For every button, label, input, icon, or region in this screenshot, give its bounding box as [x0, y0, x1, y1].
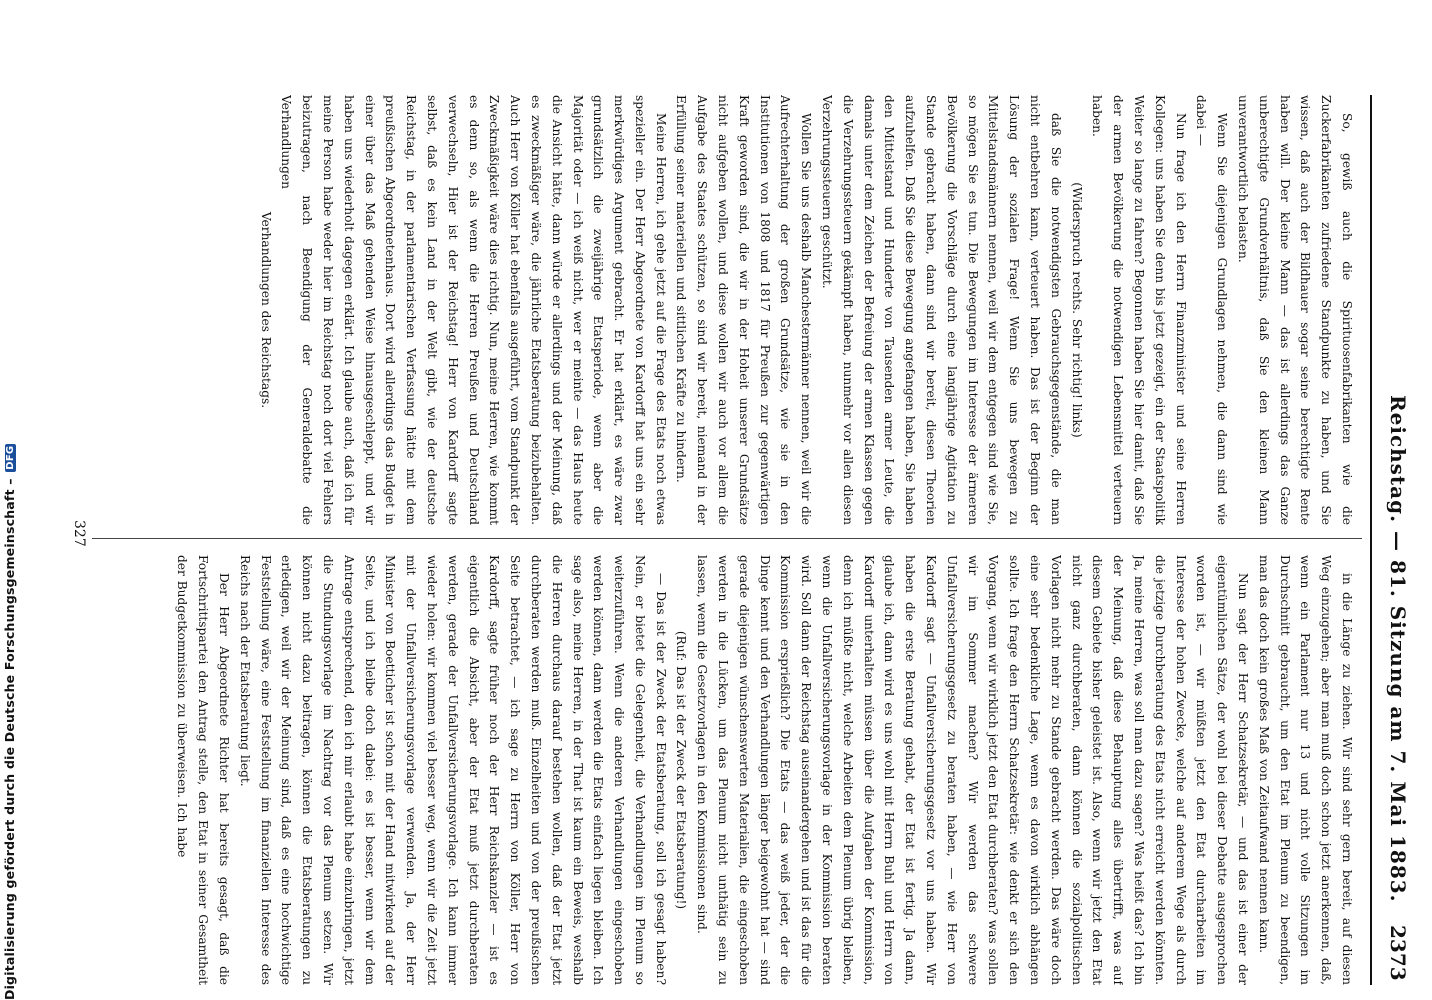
credit-text: Digitalisierung gefördert durch die Deutsche Forschungsgemeinschaft – — [2, 478, 17, 1000]
interjection: (Widerspruch rechts. Sehr richtig! links) — [1069, 182, 1084, 438]
paragraph: Wenn Sie diejenigen Grundlagen nehmen, die dann sind wie dabei — — [1194, 95, 1230, 525]
page-number: 2373 — [1386, 925, 1410, 981]
right-column — [97, 555, 1357, 985]
digitization-credit — [2, 0, 17, 1000]
page-title: Reichstag. — 81. Sitzung am 7. Mai 1883. — [1386, 395, 1410, 903]
paragraph: daß Sie die notwendigsten Gebrauchsgegenstände, die man nicht entbehren kann, verteuert haben. Das ist der Beginn der Lösung der sozialen Frage! Wenn Sie uns bewegen zu Mittelstandsmännern nennen, weil wir dem entgegen sind wie Sie, so mögen Sie es tun. Die Bewegungen im Interesse der ärmeren Bevölkerung die Vorschläge durch eine langjährige Agitation zu Stande gebracht haben, dann sind wir bereit, diesen Theorien aufzuhelfen. Daß Sie diese Bewegung angefangen haben, Sie haben den Mittelstand und Hunderte von Tausenden armer Leute, die damals unter dem Zeichen der Befreiung der armen Klassen gegen die Verzehrungssteuern gekämpft haben, nunmehr vor allen diesen Verzehrungssteuern geschützt. — [820, 95, 1063, 525]
paragraph: Wollen Sie uns deshalb Manchestermänner nennen, weil wir die Aufrechterhaltung der großen Grundsätze, wie sie in den Institutionen von 1808 und 1817 für Preußen zur gegenwärtigen Kraft geworden sind, die wir in der Hoheit unserer Grundsätze nicht aufgeben wollen, und diese wollen wir auch vor allem die Aufgabe des Staates schützen, so sind wir bereit, niemand in der Erfüllung seiner materiellen und sittlichen Kräfte zu hindern. — [674, 95, 814, 525]
paragraph: Der Herr Abgeordnete Richter hat bereits gesagt, daß die Fortschrittspartei den Antrag stelle, den Etat in seiner Gesamtheit der Budgetkommission zu überweisen. Ich habe — [175, 555, 231, 985]
column-footer-note: Verhandlungen des Reichstags. — [258, 211, 273, 409]
dfg-logo-icon: DFG — [5, 445, 16, 470]
sheet-number: 327 — [71, 520, 87, 547]
paragraph: So, gewiß auch die Spirituosenfabrikanten wie die Zuckerfabrikanten zufriedene Standpunkte zu haben, und Sie wissen, daß auch der Bildhauer sogar seine berechtigte Rente haben will. Der kleine Mann — das ist allerdings das Ganze unberechtigte Grundverhältnis, daß Sie den kleinen Mann unverantwortlich belasten. — [1236, 95, 1354, 525]
left-column — [97, 95, 1357, 525]
digitization-credit-strip — [0, 0, 22, 1000]
paragraph: Nun frage ich den Herrn Finanzminister und seine Herren Kollegen: uns haben Sie denn bis jetzt gezeigt, ein der Staatspolitik Weiter so lange zu fahren? Begonnen haben Sie hier damit, daß Sie der armen Bevölkerung die notwendigen Lebensmittel verteuern haben. — [1090, 95, 1188, 525]
paragraph: Meine Herren, ich gehe jetzt auf die Frage des Etats noch etwas spezieller ein. Der Herr Abgeordnete von Kardorff hat uns ein sehr merkwürdiges Argument gebracht. Er hat erklärt, es wäre zwar grundsätzlich die zweijährige Etatsperiode, wenn aber die Majorität oder — ich weiß nicht, wer er meinte — das Haus heute die Ansicht hätte, dann würde er allerdings und der Meinung, daß es zweckmäßiger wäre, die jährliche Etatsberatung beizubehalten. Auch Herr von Köller hat ebenfalls ausgeführt, vom Standpunkt der Zweckmäßigkeit wäre dies richtig. Nun, meine Herren, wie kommt es denn so, als wenn die Herren Preußen und Deutschland verwechseln, Hier ist der Reichstag! Herr von Kardorff sagte selbst, daß es kein Land in der Welt gibt, wie der deutsche Reichstag, in der parlamentarischen Verfassung hätte mit dem preußischen Abgeordnetenhaus. Dort wird allerdings das Budget in einer über das Maß gehenden Weise hinausgeschleppt, und wir haben uns wiederholt dagegen erklärt. Ich glaube auch, daß ich für meine Person habe weder hier im Reichstag noch dort viel Fehlers beizutragen, nach Beendigung der Generaldebatte die Verhandlungen — [279, 95, 668, 525]
page-header — [1372, 95, 1412, 985]
interjection: (Ruf: Das ist der Zweck der Etatsberatung!) — [674, 630, 689, 910]
paragraph: Nun sagt der Herr Schatzsekretär, — und das ist einer der eigentümlichen Sätze, der wohl bei dieser Debatte ausgesprochen worden ist, — wir müßten jetzt den Etat durcharbeiten im Interesse der hohen Zwecke, welche auf anderem Wege als durch die jetzige Durchberatung des Etats nicht erreicht werden könnten. Ja, meine Herren, was soll man dazu sagen? Was heißt das? Ich bin der Meinung, daß diese Behauptung alles übertrifft, was auf diesem Gebiete bisher geleistet ist. Also, wenn wir jetzt den Etat nicht ganz durchberaten, dann können die sozialpolitischen Vorlagen nicht mehr zu Stande gebracht werden. Das wäre doch eine sehr bedenkliche Lage, wenn es davon wirklich abhängen sollte. Ich frage den Herrn Schatzsekretär: wie denkt er sich den Vorgang, wenn wir wirklich jetzt den Etat durchberaten? was sollen wir im Sommer machen? Wir werden das schwere Unfallversicherungsgesetz zu beraten haben, — wie Herr von Kardorff sagt — Unfallversicherungsgesetz vor uns haben. Wir haben die erste Beratung gehabt, der Etat ist fertig. Ja dann, glaube ich, dann wird es uns wohl mit Herrn Buhl und Herrn von Kardorff unterhalten müssen über die Aufgaben der Kommission, denn ich müßte nicht, welche Arbeiten dem Plenum übrig bleiben, wenn die Unfallversicherungsvorlage in der Kommission beraten wird. Soll dann der Reichstag auseinandergehen und ist das für die Kommission ersprießlich? Die Etats — das weiß jeder, der die Dinge kennt und den Verhandlungen länger beigewohnt hat — sind gerade diejenigen wünschenswerten Materialien, die eingeschoben werden in die Lücken, um das Plenum nicht unthätig sein zu lassen, wenn die Gesetzvorlagen in den Kommissionen sind. — [695, 555, 1251, 985]
scanned-page — [40, 0, 1432, 1000]
paragraph: — Das ist der Zweck der Etatsberatung, soll ich gesagt haben? Nein, er bietet die Gelegenheit, die Verhandlungen im Plenum so weiterzuführen. Wenn die anderen Verhandlungen eingeschoben werden können, dann werden die Etats einfach liegen bleiben. Ich sage also, meine Herren, in der That ist kaum ein Beweis, weshalb die Herren durchaus darauf bestehen wollen, daß der Etat jetzt durchberaten werden muß. Einzelheiten und von der preußischen Seite betrachtet, — ich sage zu Herrn von Köller, Herr von Kardorff, sagte früher noch der Herr Reichskanzler — ist es eigentlich die Absicht, aber der Etat muß jetzt durchberaten werden, gerade der Unfallversicherungsvorlage. Ich kann immer wieder holen: wir kommen viel besser weg, wenn wir die Zeit jetzt mit der Unfallversicherungsvorlage verwenden. Ja, der Herr Minister von Boetticher ist schon mit der Hand mitwirkend auf der Seite, und ich bleibe doch dabei: es ist besser, wenn wir dem Antrage entsprechend, den ich mir erlaubt habe einzubringen, jetzt die Stundungsvorlage im Nachtrag vor das Plenum setzen. Wir können nicht dazu beitragen, können die Etatsberatungen zu erledigen, weil wir der Meinung sind, daß es eine hochwichtige Feststellung wäre, eine Feststellung im finanziellen Interesse des Reichs nach der Etatsberatung liegt. — [237, 555, 668, 985]
header-rule — [1370, 95, 1372, 985]
column-divider — [92, 538, 1362, 539]
paragraph: in die Länge zu ziehen. Wir sind sehr gern bereit, auf diesen Weg einzugehen; aber man muß doch schon jetzt anerkennen, daß, wenn ein Parlament nur 13 und nicht volle Sitzungen im Durchschnitt gebraucht, um den Etat im Plenum zu beendigen, man das doch kein großes Maß von Zeitaufwand nennen kann. — [1256, 555, 1354, 985]
